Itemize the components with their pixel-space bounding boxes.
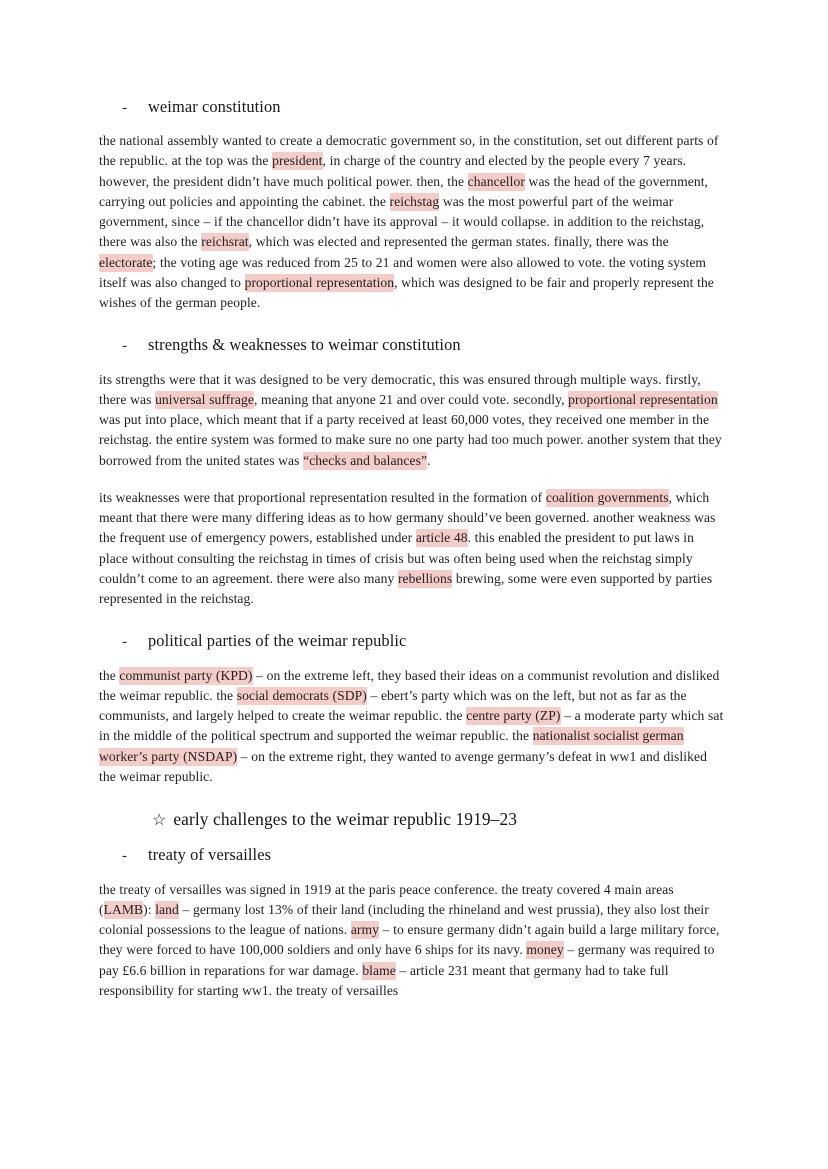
highlighted-term: electorate [99,254,153,270]
highlighted-term: article 48 [415,530,468,546]
paragraph-weimar-constitution: the national assembly wanted to create a democratic government so, in the constitution, set out different parts of the republic. at the top was the president, in charge of the country and elected by the people every 7 years. however, the president didn’t have much political power. then, the chancellor was the head of the government, carrying out policies and appointing the cabinet. the reichstag was the most powerful part of the weimar government, since – if the chancellor didn’t have its approval – it would collapse. in addition to the reichstag, there was also the reichsrat, which was elected and represented the german states. finally, there was the electorate; the voting age was reduced from 25 to 21 and women were also allowed to vote. the voting system itself was also changed to proportional representation, which was designed to be fair and properly represent the wishes of the german people. [99,133,719,311]
highlighted-term: army [350,922,380,938]
paragraph-weaknesses: its weaknesses were that proportional representation resulted in the formation of coalition governments, which meant that there were many differing ideas as to how germany should’ve been governed. another weakness was the frequent use of emergency powers, established under article 48. this enabled the president to put laws in place without consulting the reichstag in times of crisis but was often being used when the reichstag simply couldn’t come to an agreement. there were also many rebellions brewing, some were even supported by parties represented in the reichstag. [99,489,716,607]
heading-text: treaty of versailles [148,845,272,865]
section-heading-early-challenges [99,808,724,830]
highlighted-term: social democrats (SDP) [236,687,367,703]
heading-bullet-dash: - [122,634,127,651]
paragraph-political-parties: the communist party (KPD) – on the extreme left, they based their ideas on a communist revolution and disliked the weimar republic. the social democrats (SDP) – ebert’s party which was on the left, but not as far as the communists, and largely helped to create the weimar republic. the centre party (ZP) – a moderate party which sat in the middle of the political spectrum and supported the weimar republic. the nationalist socialist german worker’s party (NSDAP) – on the extreme right, they wanted to avenge germany’s defeat in ww1 and disliked the weimar republic. [99,667,724,784]
paragraph-treaty-of-versailles: the treaty of versailles was signed in 1919 at the paris peace conference. the treaty covered 4 main areas (LAMB): land – germany lost 13% of their land (including the rhineland and west prussia), they also lost their colonial possessions to the league of nations. army – to ensure germany didn’t again build a large military force, they were forced to have 100,000 soldiers and only have 6 ships for its navy. money – germany was required to pay £6.6 billion in reparations for war damage. blame – article 231 meant that germany had to take full responsibility for starting ww1. the treaty of versailles [99,881,720,998]
highlighted-term: money [526,942,564,958]
highlighted-term: land [155,901,179,917]
highlighted-term: chancellor [467,173,525,189]
highlighted-term: nationalist socialist german worker’s party (NSDAP) [99,728,684,764]
highlighted-term: coalition governments [545,489,669,505]
section-heading-political-parties [99,630,724,652]
highlighted-term: centre party (ZP) [466,708,561,724]
highlighted-term: proportional representation [244,274,395,290]
heading-text: political parties of the weimar republic [148,631,407,651]
highlighted-term: president [272,153,323,169]
heading-bullet-dash: - [122,100,127,116]
highlighted-term: rebellions [397,570,453,586]
star-icon: ☆ [152,812,167,830]
section-heading-treaty-of-versailles [99,844,724,866]
section-heading-strengths-weaknesses [99,334,724,356]
highlighted-term: LAMB [103,901,144,917]
heading-text: weimar constitution [148,97,281,116]
document-body [99,96,724,1001]
highlighted-term: communist party (KPD) [119,667,253,683]
highlighted-term: “checks and balances” [303,452,428,468]
heading-bullet-dash: - [122,848,127,865]
highlighted-term: reichstag [389,193,440,209]
highlighted-term: universal suffrage [155,391,254,407]
heading-text: strengths & weaknesses to weimar constitution [148,335,461,355]
section-heading-weimar-constitution [99,96,724,118]
paragraph-strengths: its strengths were that it was designed to be very democratic, this was ensured through multiple ways. firstly, there was universal suffrage, meaning that anyone 21 and over could vote. secondly, proportional representation was put into place, which meant that if a party received at least 60,000 votes, they received one member in the reichstag. the entire system was formed to make sure no one party had too much power. another system that they borrowed from the united states was “checks and balances”. [99,371,722,468]
highlighted-term: blame [362,962,396,978]
heading-text: early challenges to the weimar republic 1919–23 [173,809,518,830]
highlighted-term: reichsrat [201,234,249,250]
highlighted-term: proportional representation [568,391,718,407]
heading-bullet-dash: - [122,338,127,355]
